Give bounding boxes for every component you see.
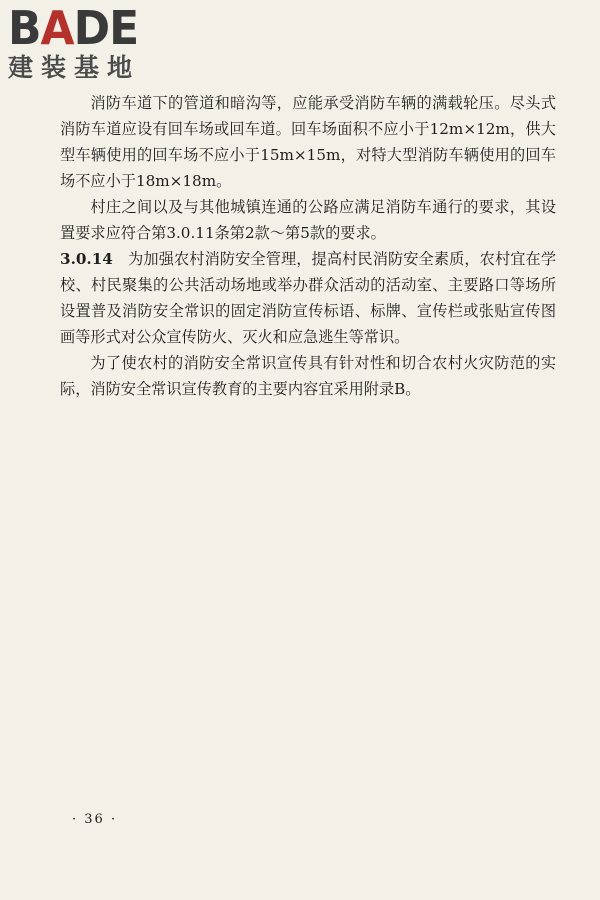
paragraph-text: 为加强农村消防安全管理，提高村民消防安全素质，农村宜在学校、村民聚集的公共活动场地或举办群众活动的活动室、主要路口等场所设置普及消防安全常识的固定消防宣传标语、标牌、宣传栏或张贴宣传图画等形式对公众宣传防火、灭火和应急逃生等常识。: [60, 250, 556, 346]
logo-letter-a: A: [40, 1, 74, 56]
clause-3-0-14: [60, 246, 556, 350]
clause-number: 3.0.14: [60, 250, 113, 268]
document-body: [60, 90, 556, 402]
page-number: · 36 ·: [72, 812, 118, 827]
paragraph-turnaround: [60, 90, 556, 194]
logo-subtitle: 建装基地: [8, 53, 141, 82]
paragraph-village-roads: [60, 194, 556, 246]
site-logo: [8, 1, 178, 82]
paragraph-text: 消防车道下的管道和暗沟等，应能承受消防车辆的满载轮压。尽头式消防车道应设有回车场或回车道。回车场面积不应小于12m×12m，供大型车辆使用的回车场不应小于15m×15m，对特大型消防车辆使用的回车场不应小于18m×18m。: [60, 94, 556, 190]
paragraph-appendix-b: [60, 350, 556, 402]
logo-letters-de: DE: [73, 1, 139, 56]
paragraph-text: 村庄之间以及与其他城镇连通的公路应满足消防车通行的要求，其设置要求应符合第3.0.11条第2款～第5款的要求。: [60, 198, 556, 242]
paragraph-text: 为了使农村的消防安全常识宣传具有针对性和切合农村火灾防范的实际，消防安全常识宣传教育的主要内容宜采用附录B。: [60, 354, 556, 398]
logo-wordmark: [8, 1, 178, 56]
logo-letter-b: B: [8, 1, 41, 56]
